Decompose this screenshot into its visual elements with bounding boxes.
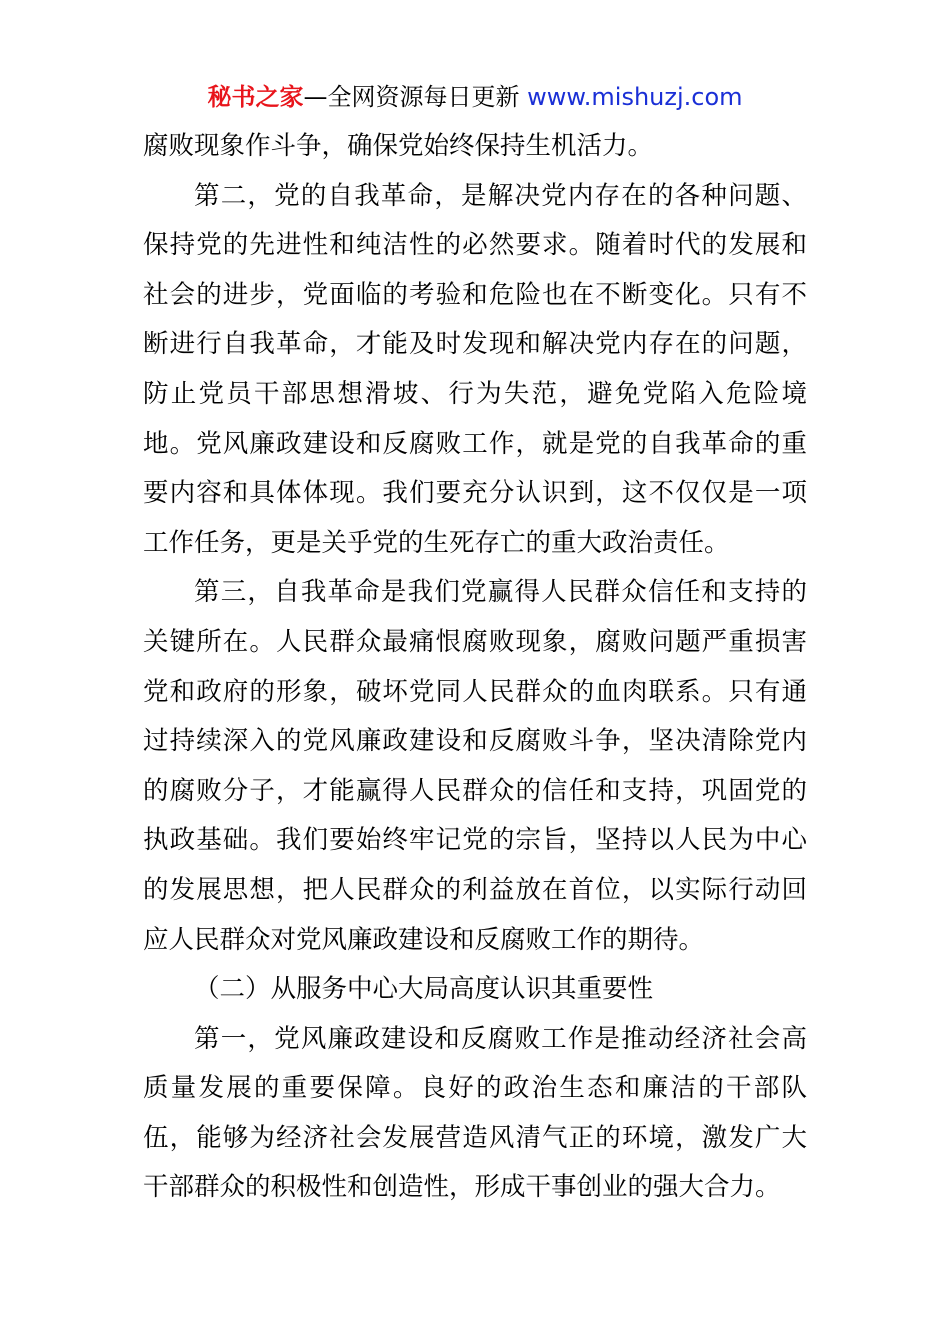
text-line: 关键所在。人民群众最痛恨腐败现象，腐败问题严重损害 bbox=[143, 626, 807, 657]
text-line: 工作任务，更是关乎党的生死存亡的重大政治责任。 bbox=[143, 527, 730, 558]
text-line: 干部群众的积极性和创造性，形成干事创业的强大合力。 bbox=[143, 1172, 781, 1203]
text-line: 党和政府的形象，破坏党同人民群众的血肉联系。只有通 bbox=[143, 676, 807, 707]
text-line: 的腐败分子，才能赢得人民群众的信任和支持，巩固党的 bbox=[143, 775, 807, 806]
text-line: 社会的进步，党面临的考验和危险也在不断变化。只有不 bbox=[143, 279, 807, 310]
text-line: 伍，能够为经济社会发展营造风清气正的环境，激发广大 bbox=[143, 1122, 807, 1153]
text-line: 保持党的先进性和纯洁性的必然要求。随着时代的发展和 bbox=[143, 230, 807, 261]
text-line: 应人民群众对党风廉政建设和反腐败工作的期待。 bbox=[143, 924, 705, 955]
text-line: 要内容和具体体现。我们要充分认识到，这不仅仅是一项 bbox=[143, 478, 807, 509]
brand-name: 秘书之家 bbox=[207, 83, 304, 111]
text-line: 质量发展的重要保障。良好的政治生态和廉洁的干部队 bbox=[143, 1073, 807, 1104]
watermark-header bbox=[0, 80, 950, 114]
text-line: 地。党风廉政建设和反腐败工作，就是党的自我革命的重 bbox=[143, 428, 807, 459]
text-line: 执政基础。我们要始终牢记党的宗旨，坚持以人民为中心 bbox=[143, 825, 807, 856]
header-tagline: —全网资源每日更新 bbox=[303, 83, 528, 111]
text-line: 防止党员干部思想滑坡、行为失范，避免党陷入危险境 bbox=[143, 378, 807, 409]
text-line: 过持续深入的党风廉政建设和反腐败斗争，坚决清除党内 bbox=[143, 726, 807, 757]
section-heading: （二）从服务中心大局高度认识其重要性 bbox=[194, 974, 654, 1005]
paragraph-start: 第一，党风廉政建设和反腐败工作是推动经济社会高 bbox=[194, 1023, 807, 1054]
text-line: 断进行自我革命，才能及时发现和解决党内存在的问题， bbox=[143, 329, 807, 360]
paragraph-start: 第三，自我革命是我们党赢得人民群众信任和支持的 bbox=[194, 577, 807, 608]
site-url: www.mishuzj.com bbox=[527, 83, 743, 111]
text-line: 的发展思想，把人民群众的利益放在首位，以实际行动回 bbox=[143, 874, 807, 905]
document-body bbox=[143, 122, 807, 1213]
paragraph-start: 第二，党的自我革命，是解决党内存在的各种问题、 bbox=[194, 180, 807, 211]
text-line: 腐败现象作斗争，确保党始终保持生机活力。 bbox=[143, 131, 654, 161]
